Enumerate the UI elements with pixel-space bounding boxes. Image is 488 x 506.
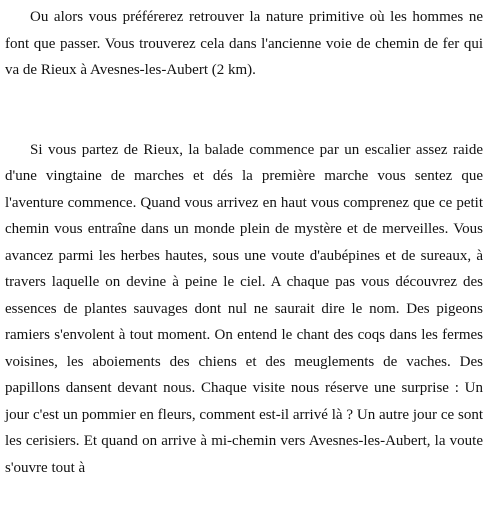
- document-body: [5, 4, 483, 481]
- paragraph-2: Si vous partez de Rieux, la balade commence par un escalier assez raide d'une vingtaine de marches et dés la première marche vous sentez que l'aventure commence. Quand vous arrivez en haut vous comprenez que ce petit chemin vous entraîne dans un monde plein de mystère et de merveilles. Vous avancez parmi les herbes hautes, sous une voute d'aubépines et de sureaux, à travers laquelle on devine à peine le ciel. A chaque pas vous découvrez des essences de plantes sauvages dont nul ne saurait dire le nom. Des pigeons ramiers s'envolent à tout moment. On entend le chant des coqs dans les fermes voisines, les aboiements des chiens et des meuglements de vaches. Des papillons dansent devant nous. Chaque visite nous réserve une surprise : Un jour c'est un pommier en fleurs, comment est-il arrivé là ? Un autre jour ce sont les cerisiers. Et quand on arrive à mi-chemin vers Avesnes-les-Aubert, la voute s'ouvre tout à: [5, 141, 483, 476]
- paragraph-1: Ou alors vous préférerez retrouver la nature primitive où les hommes ne font que passer. Vous trouverez cela dans l'ancienne voie de chemin de fer qui va de Rieux à Avesnes-les-Aubert (2 km).: [5, 9, 483, 78]
- paragraph-spacer: [5, 84, 483, 137]
